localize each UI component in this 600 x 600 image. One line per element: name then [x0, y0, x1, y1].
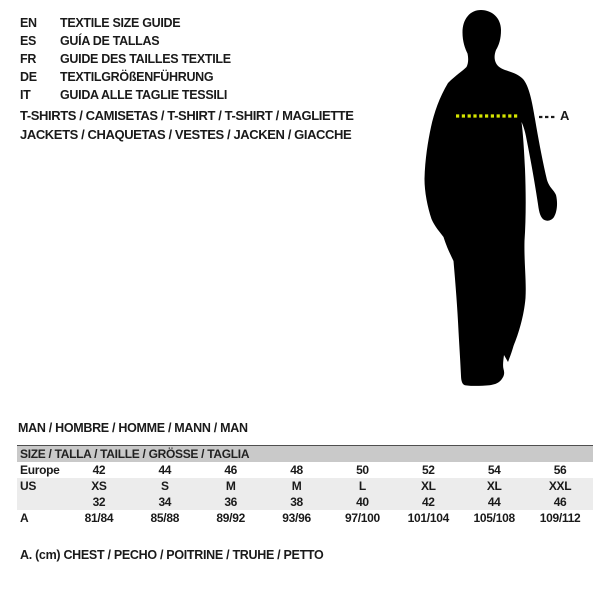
size-value: 42 [92, 463, 106, 477]
language-code: EN [20, 16, 37, 30]
language-row [20, 86, 231, 104]
man-silhouette-svg [398, 8, 568, 388]
table-row-europe [17, 462, 593, 478]
language-row [20, 14, 231, 32]
row-label [17, 494, 66, 510]
size-value: 85/88 [150, 511, 180, 525]
garment-category-list [20, 106, 354, 144]
language-code: DE [20, 70, 37, 84]
guide-title: TEXTILE SIZE GUIDE [60, 16, 181, 30]
section-title-man: MAN / HOMBRE / HOMME / MANN / MAN [18, 421, 248, 435]
size-value: 52 [421, 463, 435, 477]
size-table [17, 445, 593, 526]
size-value: 81/84 [84, 511, 114, 525]
table-row-us-numbers [17, 494, 593, 510]
size-value: 56 [553, 463, 567, 477]
size-value: 109/112 [539, 511, 581, 525]
category-line-tshirts: T-SHIRTS / CAMISETAS / T-SHIRT / T-SHIRT / MAGLIETTE [20, 108, 354, 123]
size-value: L [358, 479, 366, 493]
guide-title: GUIDE DES TAILLES TEXTILE [60, 52, 231, 66]
size-value: S [160, 479, 169, 493]
measurement-footnote: A. (cm) CHEST / PECHO / POITRINE / TRUHE / PETTO [20, 548, 324, 562]
table-row-chest-cm [17, 510, 593, 526]
size-value: 89/92 [216, 511, 245, 525]
language-title-list [20, 14, 231, 104]
size-value: M [225, 479, 236, 493]
size-value: 32 [92, 495, 106, 509]
size-value: XL [486, 479, 502, 493]
guide-title: TEXTILGRÖßENFÜHRUNG [60, 70, 214, 84]
category-line-jackets: JACKETS / CHAQUETAS / VESTES / JACKEN / GIACCHE [20, 127, 352, 142]
language-code: IT [20, 88, 31, 102]
size-value: 34 [158, 495, 172, 509]
language-row [20, 50, 231, 68]
language-code: FR [20, 52, 37, 66]
size-value: 97/100 [344, 511, 380, 525]
man-silhouette-figure [398, 8, 568, 388]
size-value: 105/108 [473, 511, 515, 525]
language-row [20, 68, 231, 86]
table-row-us-letters [17, 478, 593, 494]
size-value: 38 [290, 495, 303, 509]
size-value: 42 [421, 495, 435, 509]
language-code: ES [20, 34, 37, 48]
size-value: 48 [290, 463, 303, 477]
measure-label-a: A [560, 108, 570, 123]
size-value: 40 [356, 495, 369, 509]
size-value: 46 [553, 495, 567, 509]
size-value: 101/104 [407, 511, 449, 525]
language-row [20, 32, 231, 50]
size-value: 44 [158, 463, 172, 477]
size-value: XS [91, 479, 107, 493]
size-table-header: SIZE / TALLA / TAILLE / GRÖSSE / TAGLIA [17, 445, 593, 462]
guide-title: GUÍA DE TALLAS [60, 34, 160, 48]
size-value: XL [420, 479, 436, 493]
size-value: 46 [224, 463, 238, 477]
row-label: US [20, 479, 37, 493]
size-value: 93/96 [282, 511, 311, 525]
size-value: XXL [548, 479, 572, 493]
row-label: Europe [20, 463, 60, 477]
size-value: 50 [356, 463, 369, 477]
size-value: 54 [487, 463, 501, 477]
size-value: 36 [224, 495, 238, 509]
row-label: A [20, 511, 29, 525]
size-value: 44 [487, 495, 501, 509]
man-silhouette-path [425, 10, 558, 386]
guide-title: GUIDA ALLE TAGLIE TESSILI [60, 88, 228, 102]
size-value: M [291, 479, 302, 493]
